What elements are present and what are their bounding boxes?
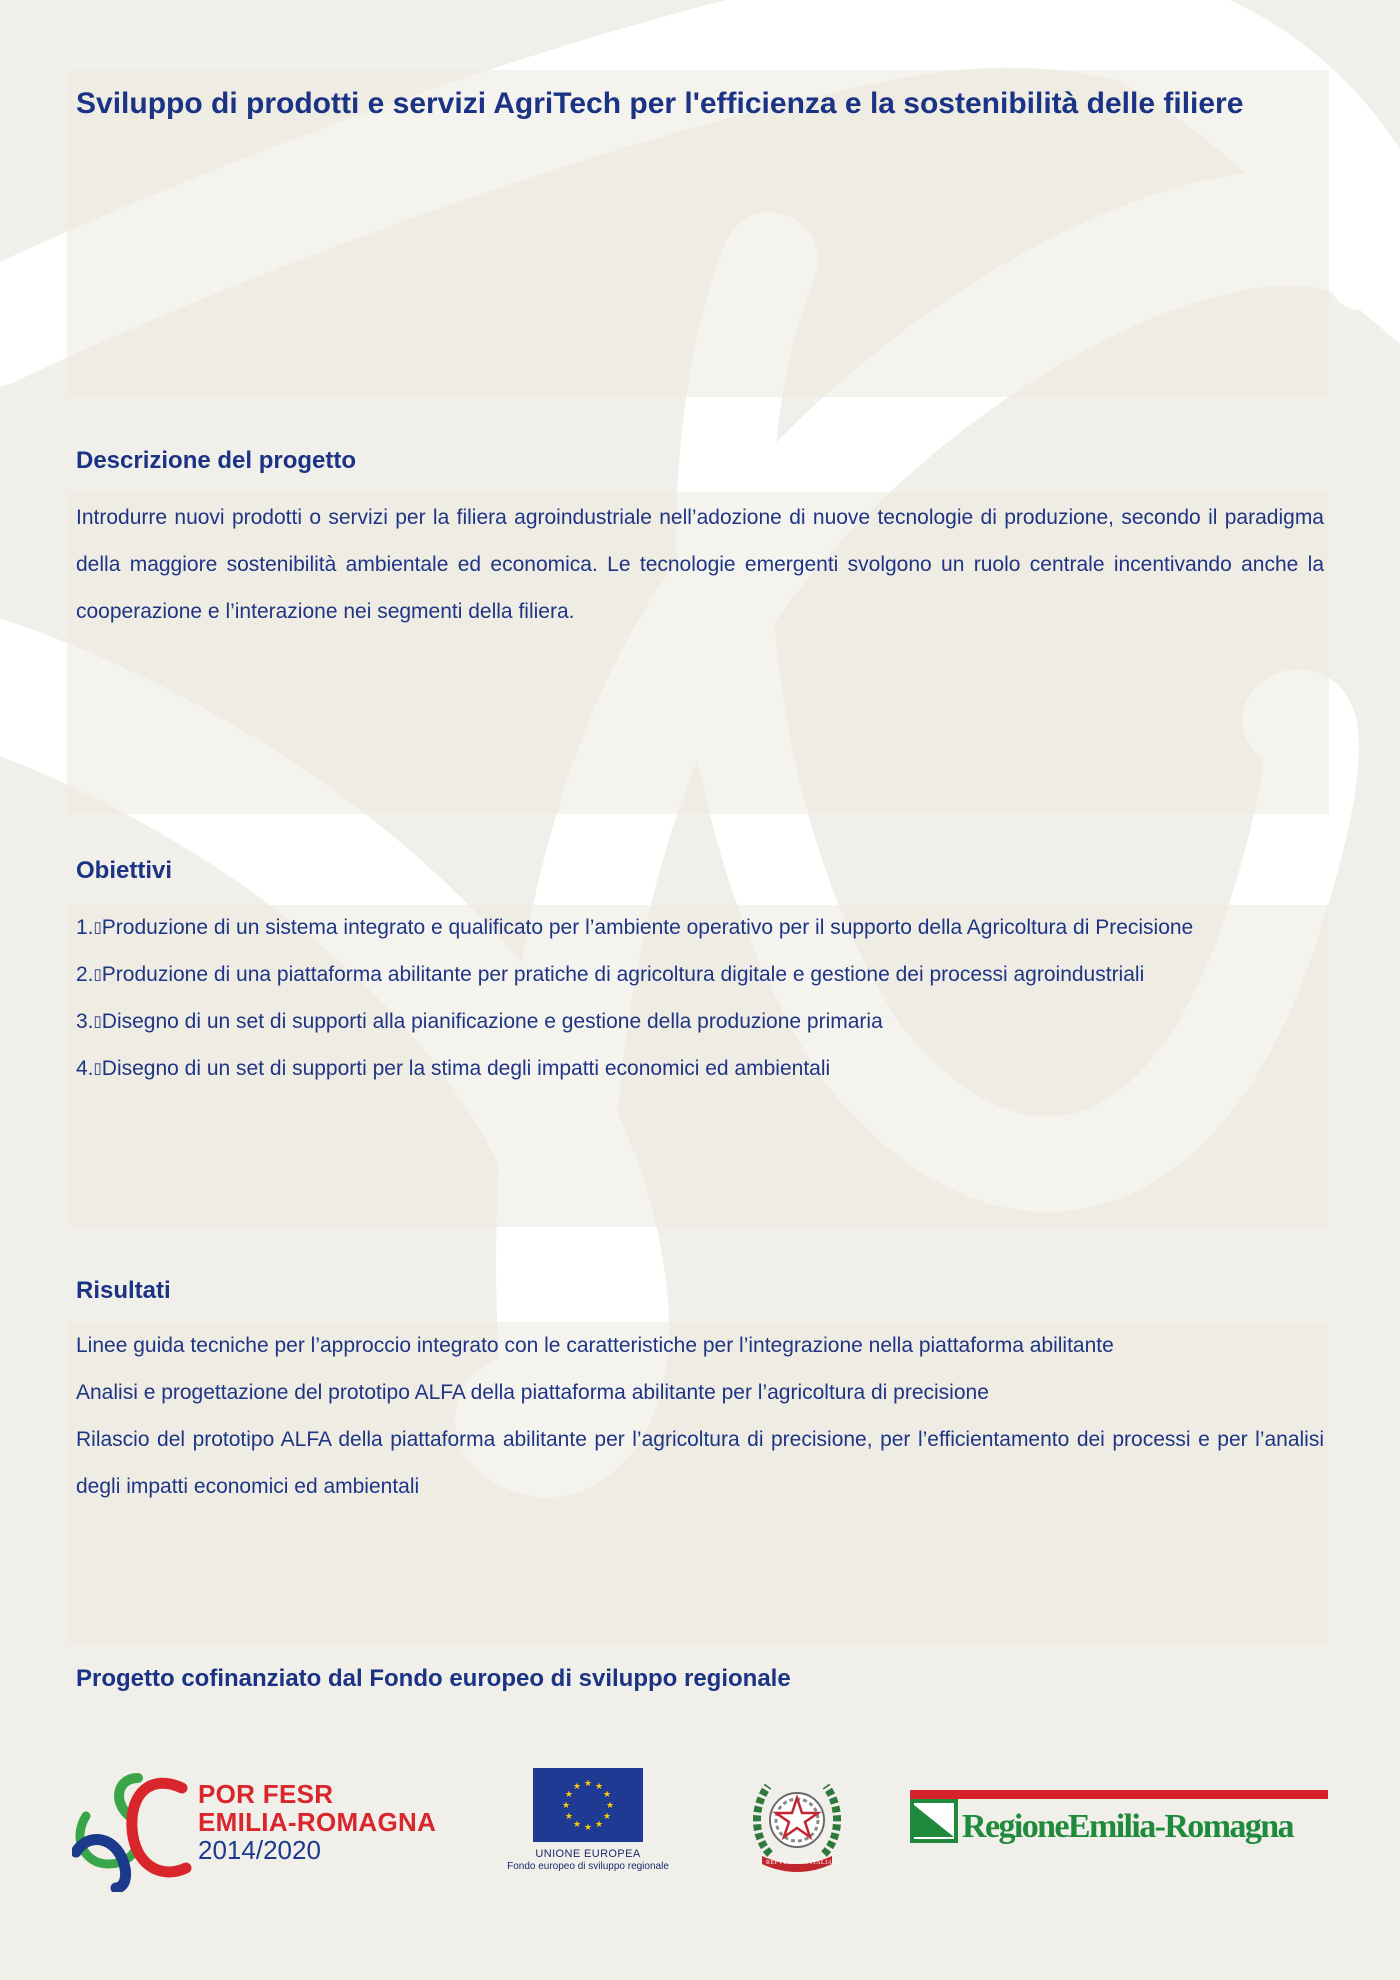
risultati-heading: Risultati	[76, 1277, 171, 1304]
eu-star-icon: ★	[564, 1811, 573, 1821]
eu-logo-line1: UNIONE EUROPEA	[535, 1848, 641, 1860]
por-logo-line2: EMILIA-ROMAGNA	[198, 1807, 437, 1837]
por-fesr-logo	[72, 1768, 442, 1892]
list-item-number: 3. ▯	[76, 1010, 102, 1033]
eu-star-icon: ★	[561, 1800, 571, 1810]
eu-star-icon: ★	[583, 1822, 593, 1832]
regione-red-bar	[910, 1790, 1328, 1799]
eu-star-icon: ★	[594, 1819, 604, 1830]
page-title: Sviluppo di prodotti e servizi AgriTech per l'efficienza e la sostenibilità delle filiere	[76, 87, 1244, 120]
list-item: Rilascio del prototipo ALFA della piattaforma abilitante per l’agricoltura di precisione, per l’efficientamento dei processi e per l’analisi degli impatti economici ed ambientali	[76, 1428, 1324, 1498]
emblem-ribbon-text: REPVBBLICA ITALIANA	[766, 1860, 843, 1866]
eu-star-icon: ★	[572, 1819, 582, 1830]
unione-europea-logo	[488, 1768, 688, 1878]
cofinanziato-text: Progetto cofinanziato dal Fondo europeo di sviluppo regionale	[76, 1665, 791, 1692]
obiettivi-heading: Obiettivi	[76, 857, 173, 884]
por-logo-line3: 2014/2020	[198, 1835, 321, 1865]
eu-flag-icon	[533, 1768, 643, 1842]
descrizione-text: Introdurre nuovi prodotti o servizi per la filiera agroindustriale nell’adozione di nuove tecnologie di produzione, secondo il paradigma della maggiore sostenibilità ambientale ed economica. Le tecnologie emergenti svolgono un ruolo centrale incentivando anche la cooperazione e l’interazione nei segmenti della filiera.	[76, 506, 1324, 623]
list-item	[76, 998, 1336, 1045]
descrizione-heading: Descrizione del progetto	[76, 447, 357, 474]
list-item-number: 2. ▯	[76, 963, 102, 986]
list-item-text: Produzione di un sistema integrato e qualificato per l’ambiente operativo per il supporto della Agricoltura di Precisione	[101, 916, 1194, 939]
eu-star-icon: ★	[564, 1789, 573, 1799]
list-item-text: Disegno di un set di supporti alla pianificazione e gestione della produzione primaria	[101, 1010, 883, 1033]
repubblica-italiana-emblem	[748, 1768, 846, 1876]
eu-star-icon: ★	[572, 1780, 582, 1791]
list-item	[76, 951, 1336, 998]
list-item: Analisi e progettazione del prototipo ALFA della piattaforma abilitante per l’agricoltura di precisione	[76, 1381, 989, 1404]
eu-star-icon: ★	[605, 1800, 615, 1810]
eu-star-icon: ★	[594, 1780, 604, 1791]
risultati-list	[76, 1322, 1324, 1510]
obiettivi-list	[76, 904, 1336, 1092]
regione-map-icon	[910, 1793, 958, 1845]
list-item	[76, 904, 1336, 951]
eu-star-icon: ★	[583, 1778, 593, 1788]
regione-emilia-romagna-logo	[910, 1790, 1328, 1856]
list-item: Linee guida tecniche per l’approccio integrato con le caratteristiche per l’integrazione nella piattaforma abilitante	[76, 1334, 1114, 1357]
list-item-number: 4. ▯	[76, 1057, 102, 1080]
eu-logo-line2: Fondo europeo di sviluppo regionale	[507, 1861, 669, 1872]
list-item-number: 1. ▯	[76, 916, 102, 939]
list-item	[76, 1045, 1336, 1092]
por-logo-line1: POR FESR	[198, 1779, 334, 1809]
list-item-text: Disegno di un set di supporti per la stima degli impatti economici ed ambientali	[101, 1057, 831, 1080]
por-fesr-emblem-icon	[72, 1768, 192, 1892]
eu-star-icon: ★	[603, 1789, 612, 1799]
eu-star-icon: ★	[603, 1811, 612, 1821]
list-item-text: Produzione di una piattaforma abilitante per pratiche di agricoltura digitale e gestione dei processi agroindustriali	[101, 963, 1145, 986]
regione-logo-text: RegioneEmilia-Romagna	[962, 1808, 1293, 1845]
